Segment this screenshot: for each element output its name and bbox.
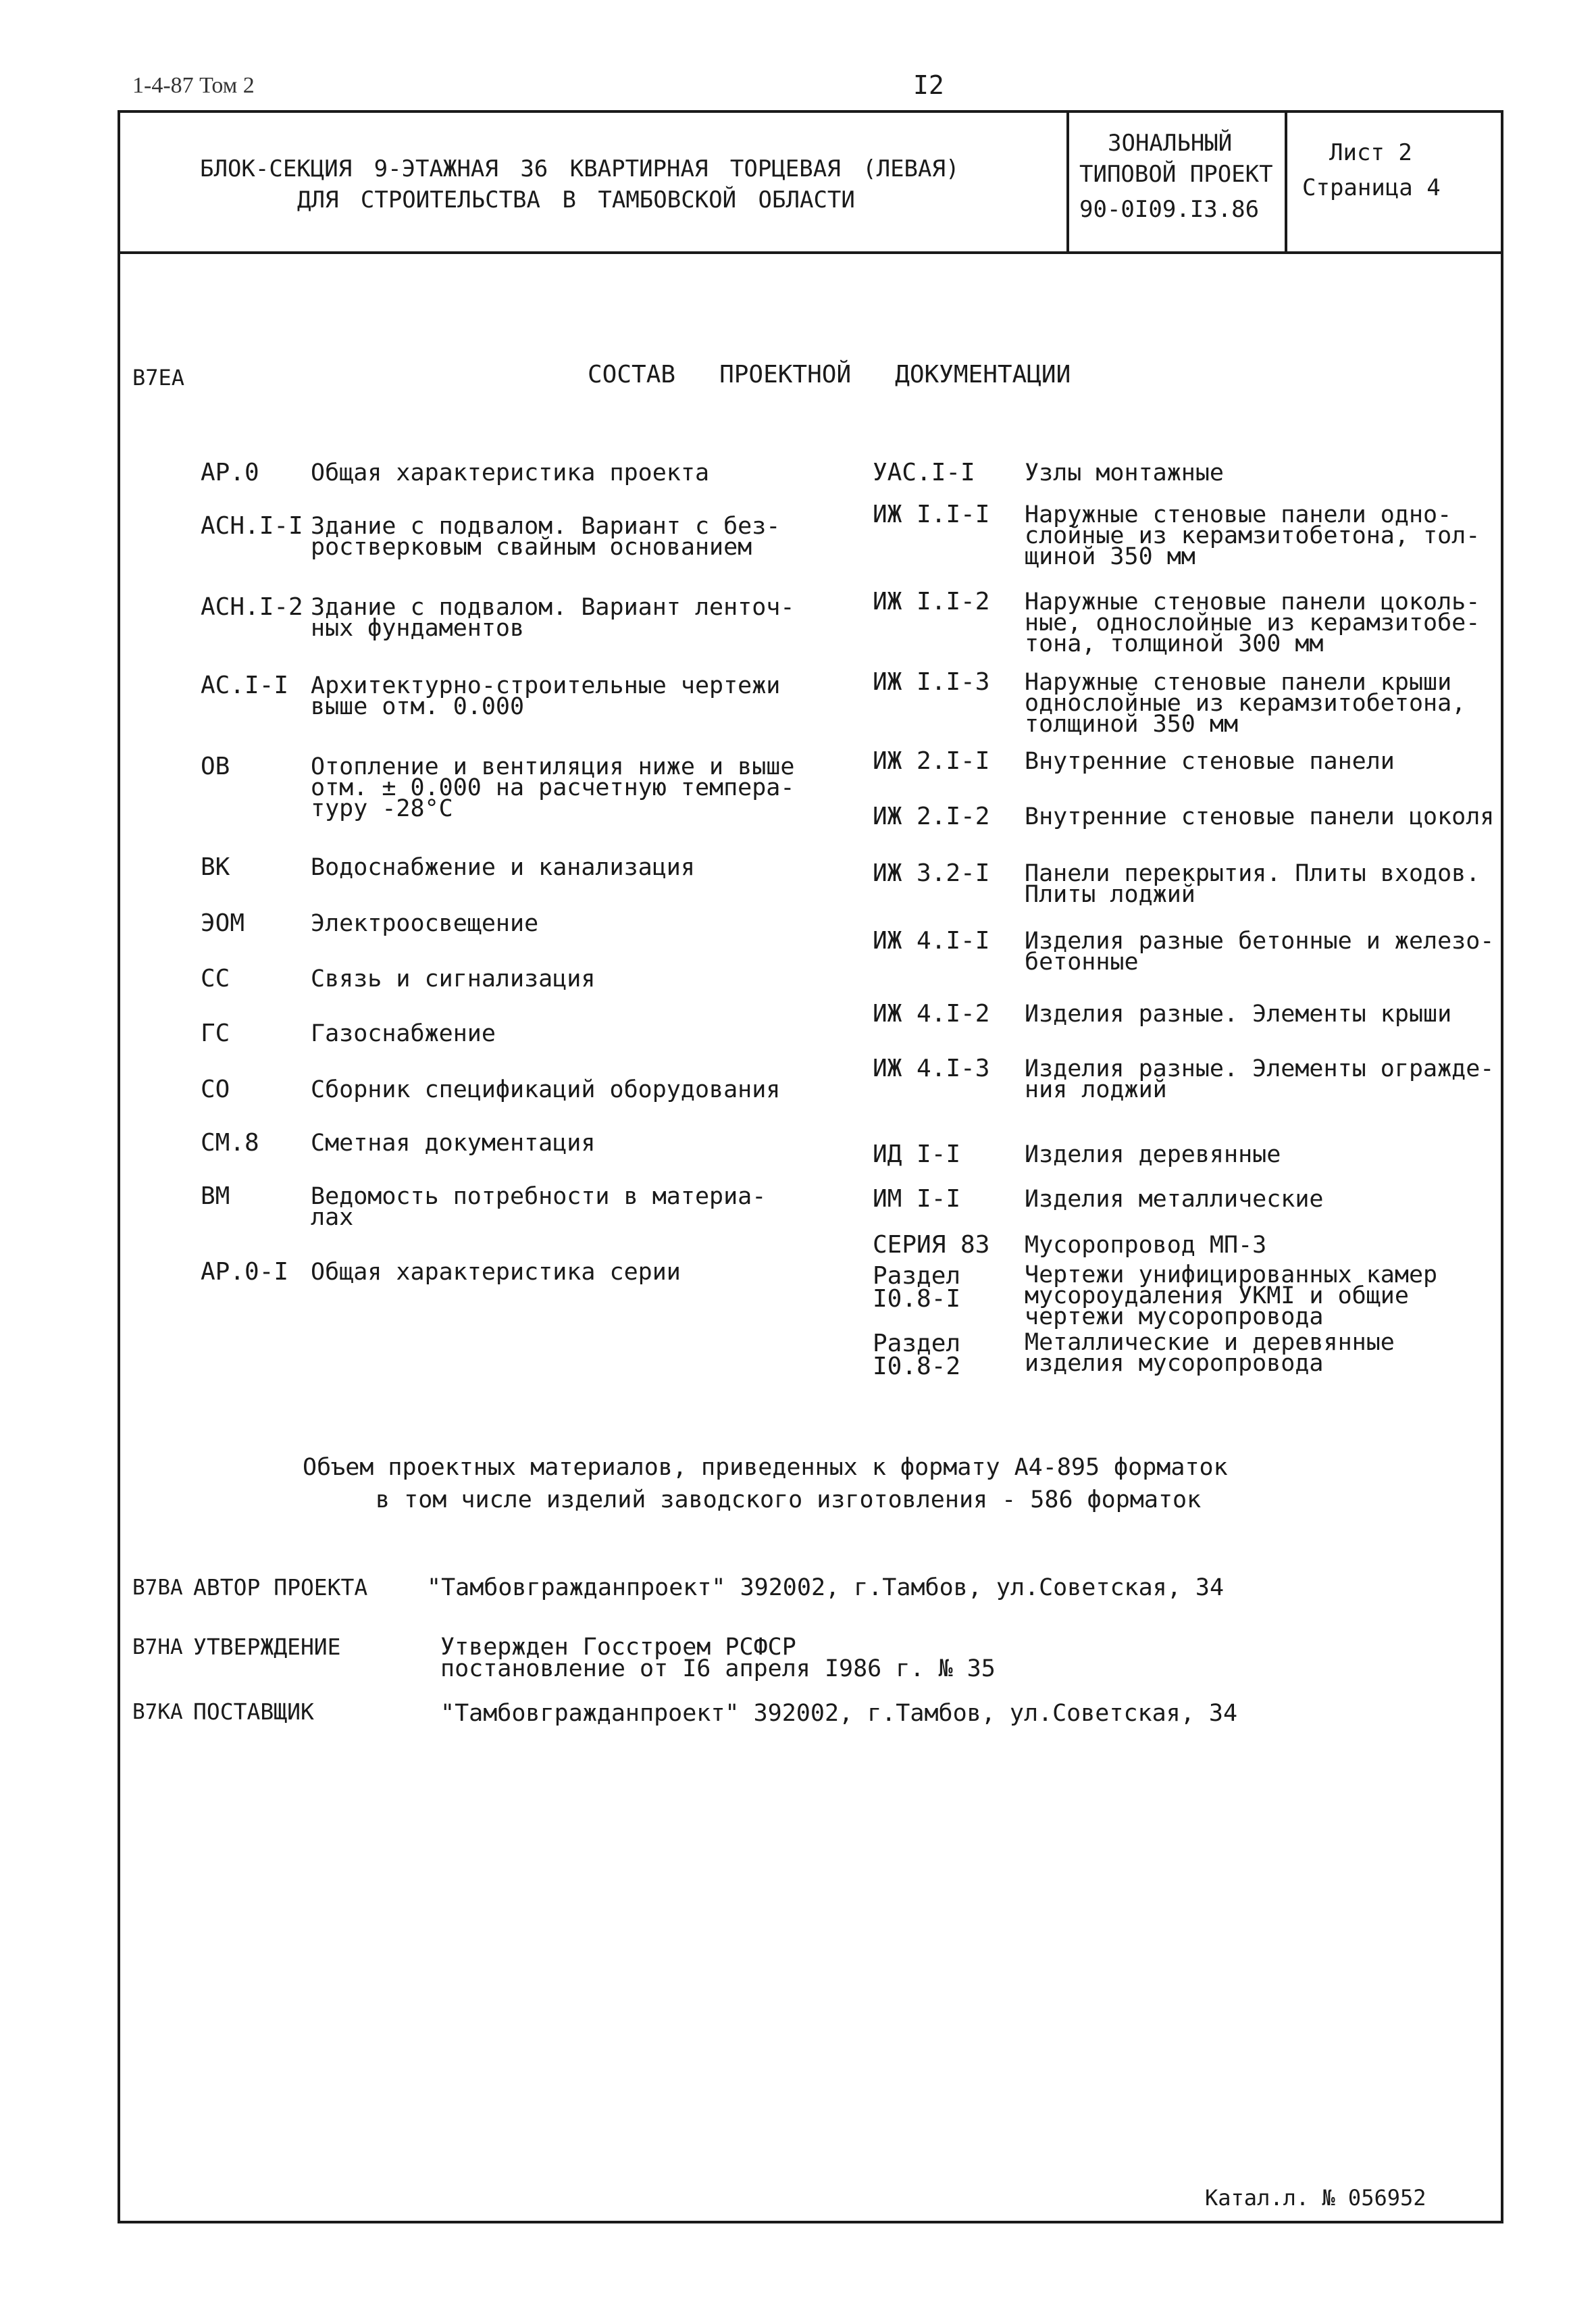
sheet-number: Лист 2 xyxy=(1329,139,1412,166)
author-value: "Тамбовгражданпроект" 392002, г.Тамбов, ул.Советская, 34 xyxy=(427,1574,1225,1601)
document-code: ЭОМ xyxy=(201,909,245,937)
document-code: СМ.8 xyxy=(201,1129,259,1157)
document-code: ИЖ I.I-3 xyxy=(873,668,990,696)
document-title: Здание с подвалом. Вариант с без- ростверковым свайным основанием xyxy=(311,513,781,561)
document-code: АСН.I-I xyxy=(201,512,303,540)
title-line-2: ДЛЯ СТРОИТЕЛЬСТВА В ТАМБОВСКОЙ ОБЛАСТИ xyxy=(297,186,855,213)
title-line-1: БЛОК-СЕКЦИЯ 9-ЭТАЖНАЯ 36 КВАРТИРНАЯ ТОРЦЕВАЯ (ЛЕВАЯ) xyxy=(200,155,960,182)
document-title: Изделия металлические xyxy=(1025,1186,1324,1213)
document-title: Общая характеристика проекта xyxy=(311,459,710,486)
approval-value: Утвержден Госстроем РСФСР постановление от I6 апреля I986 г. № 35 xyxy=(440,1634,996,1682)
document-code: ВМ xyxy=(201,1182,230,1210)
document-code: УАС.I-I xyxy=(873,459,975,486)
title-block-separator-1 xyxy=(1066,110,1069,253)
document-title: Изделия разные бетонные и железо- бетонные xyxy=(1025,928,1495,976)
document-title: Электроосвещение xyxy=(311,910,539,937)
catalog-number: Катал.л. № 056952 xyxy=(1205,2185,1426,2211)
document-title: Наружные стеновые панели цоколь- ные, однослойные из керамзитобе- тона, толщиной 300 мм xyxy=(1025,588,1481,657)
document-code: ИЖ 4.I-I xyxy=(873,927,990,955)
document-title: Изделия разные. Элементы крыши xyxy=(1025,1001,1452,1028)
project-number: 90-0I09.I3.86 xyxy=(1079,196,1260,223)
document-title: Ведомость потребности в материа- лах xyxy=(311,1183,767,1231)
document-title: Панели перекрытия. Плиты входов. Плиты лоджий xyxy=(1025,860,1481,908)
document-code: ИД I-I xyxy=(873,1140,961,1168)
document-title: Сборник спецификаций оборудования xyxy=(311,1076,781,1103)
project-type-line-2: ТИПОВОЙ ПРОЕКТ xyxy=(1079,161,1273,188)
document-code: ИЖ 2.I-I xyxy=(873,747,990,775)
document-code: ИЖ I.I-2 xyxy=(873,588,990,615)
approval-code: В7НА xyxy=(132,1635,183,1659)
document-title: Узлы монтажные xyxy=(1025,459,1225,486)
document-title: Наружные стеновые панели крыши однослойные из керамзитобетона, толщиной 350 мм xyxy=(1025,669,1466,738)
author-label: АВТОР ПРОЕКТА xyxy=(193,1574,368,1601)
page-index: Страница 4 xyxy=(1302,174,1441,201)
document-title: Отопление и вентиляция ниже и выше отм. ± 0.000 на расчетную темпера- туру -28°С xyxy=(311,753,795,822)
document-code: ОВ xyxy=(201,753,230,780)
document-code: СС xyxy=(201,965,230,992)
project-type-line-1: ЗОНАЛЬНЫЙ xyxy=(1108,130,1233,157)
supplier-label: ПОСТАВЩИК xyxy=(193,1699,314,1725)
approval-label: УТВЕРЖДЕНИЕ xyxy=(193,1634,341,1660)
document-code: ИЖ I.I-I xyxy=(873,501,990,528)
document-title: Металлические и деревянные изделия мусоропровода xyxy=(1025,1329,1395,1377)
title-block-separator-2 xyxy=(1285,110,1287,253)
document-code: ИЖ 2.I-2 xyxy=(873,803,990,830)
document-code: АС.I-I xyxy=(201,672,289,699)
document-title: Изделия деревянные xyxy=(1025,1141,1281,1168)
document-title: Чертежи унифицированных камер мусороудаления УКМI и общие чертежи мусоропровода xyxy=(1025,1261,1438,1330)
document-code: СО xyxy=(201,1076,230,1103)
document-code: АР.0-I xyxy=(201,1258,289,1286)
volume-line-2: в том числе изделий заводского изготовления - 586 форматок xyxy=(376,1486,1202,1513)
document-code: ИЖ 3.2-I xyxy=(873,859,990,887)
section-heading: СОСТАВ ПРОЕКТНОЙ ДОКУМЕНТАЦИИ xyxy=(588,361,1071,388)
series-volume-label: 1-4-87 Том 2 xyxy=(132,73,255,98)
document-title: Связь и сигнализация xyxy=(311,965,596,992)
volume-line-1: Объем проектных материалов, приведенных к формату А4-895 форматок xyxy=(303,1454,1228,1481)
document-title: Архитектурно-строительные чертежи выше отм. 0.000 xyxy=(311,672,781,720)
section-code: В7ЕА xyxy=(132,365,185,391)
supplier-value: "Тамбовгражданпроект" 392002, г.Тамбов, ул.Советская, 34 xyxy=(440,1700,1238,1727)
title-block-divider xyxy=(118,251,1503,254)
sheet-frame xyxy=(118,110,1503,2223)
document-code: СЕРИЯ 83 xyxy=(873,1231,990,1259)
document-title: Внутренние стеновые панели цоколя xyxy=(1025,803,1495,830)
document-code: ИЖ 4.I-3 xyxy=(873,1055,990,1082)
author-code: В7ВА xyxy=(132,1576,183,1600)
document-code: ИЖ 4.I-2 xyxy=(873,1000,990,1028)
document-code: Раздел I0.8-2 xyxy=(873,1330,961,1380)
document-title: Изделия разные. Элементы огражде- ния лоджий xyxy=(1025,1055,1495,1103)
supplier-code: В7КА xyxy=(132,1700,183,1724)
document-title: Внутренние стеновые панели xyxy=(1025,748,1395,775)
document-code: АСН.I-2 xyxy=(201,593,303,621)
document-title: Наружные стеновые панели одно- слойные из керамзитобетона, тол- щиной 350 мм xyxy=(1025,501,1481,570)
page-number: I2 xyxy=(913,70,944,100)
document-code: АР.0 xyxy=(201,459,259,486)
document-title: Сметная документация xyxy=(311,1130,596,1157)
document-code: Раздел I0.8-I xyxy=(873,1262,961,1313)
document-title: Здание с подвалом. Вариант ленточ- ных фундаментов xyxy=(311,594,795,642)
document-title: Газоснабжение xyxy=(311,1020,496,1047)
document-code: ГС xyxy=(201,1020,230,1047)
document-title: Мусоропровод МП-3 xyxy=(1025,1232,1267,1259)
document-code: ВК xyxy=(201,853,230,881)
document-title: Водоснабжение и канализация xyxy=(311,854,695,881)
document-title: Общая характеристика серии xyxy=(311,1259,681,1286)
document-code: ИМ I-I xyxy=(873,1185,961,1213)
